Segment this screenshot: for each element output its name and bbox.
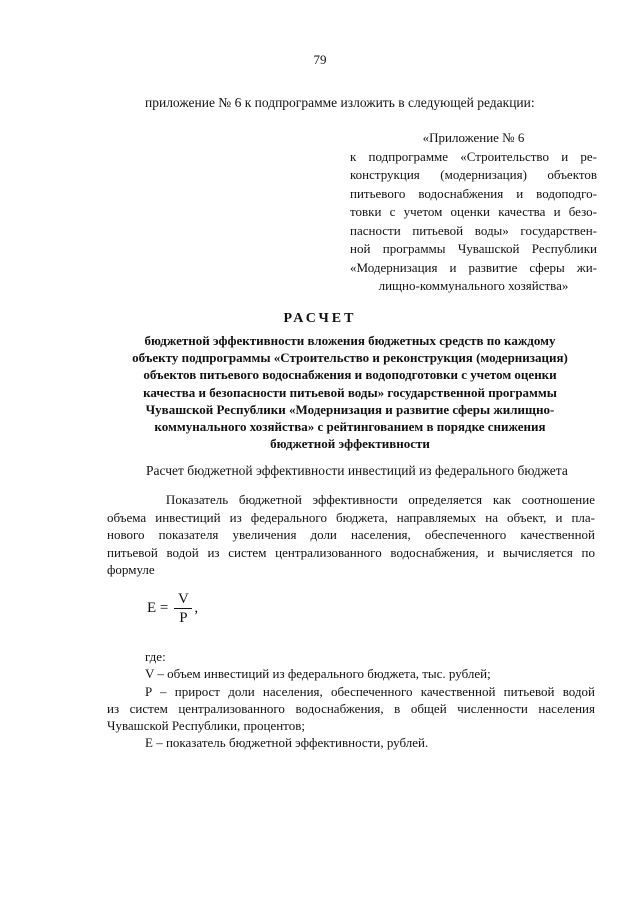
- subtitle-line: бюджетной эффективности: [270, 436, 430, 452]
- appendix-line: лищно-коммунального хозяйства»: [378, 278, 569, 293]
- definitions-block: [107, 648, 595, 752]
- paragraph-line: питьевой водой из систем централизованного водоснабжения, и вычисляется по: [107, 544, 595, 560]
- subtitle-line: объекту подпрограммы «Строительство и реконструкция (модернизация): [132, 350, 568, 366]
- body-paragraph: [107, 491, 595, 579]
- paragraph-line: формуле: [107, 562, 155, 577]
- subtitle-line: коммунального хозяйства» с рейтингованием в порядке снижения: [154, 419, 546, 435]
- document-title: РАСЧЕТ: [283, 311, 357, 326]
- definition-p-line: P – прирост доли населения, обеспеченного качественной питьевой водой: [145, 683, 595, 699]
- paragraph-line: нового показателя увеличения доли населения, обеспеченного качественной: [107, 527, 595, 542]
- subtitle-line: Чувашской Республики «Модернизация и развитие сферы жилищно-: [145, 401, 555, 417]
- formula-denominator: P: [179, 610, 188, 626]
- subtitle-line: бюджетной эффективности вложения бюджетных средств по каждому: [144, 333, 556, 348]
- appendix-line: «Модернизация и развитие сферы жи-: [350, 259, 597, 275]
- definition-v: V – объем инвестиций из федерального бюджета, тыс. рублей;: [145, 666, 491, 682]
- appendix-line: пасности питьевой воды» государствен-: [350, 222, 597, 238]
- formula-fraction: [174, 590, 192, 627]
- formula-comma: ,: [194, 600, 199, 616]
- appendix-line: к подпрограмме «Строительство и ре-: [350, 148, 597, 164]
- paragraph-line: Показатель бюджетной эффективности определяется как соотношение: [107, 492, 595, 507]
- subtitle-line: качества и безопасности питьевой воды» государственной программы: [143, 384, 557, 400]
- subtitle-line: объектов питьевого водоснабжения и водоподготовки с учетом оценки: [143, 367, 557, 383]
- appendix-reference: [350, 129, 597, 296]
- formula-lhs: E =: [147, 600, 169, 616]
- page-number: 79: [313, 52, 327, 67]
- section-heading: Расчет бюджетной эффективности инвестиций из федерального бюджета: [146, 463, 568, 478]
- document-subtitle: [110, 332, 590, 452]
- appendix-line: товки с учетом оценки качества и безо-: [350, 204, 597, 219]
- appendix-line: питьевого водоснабжения и водоподго-: [350, 185, 597, 201]
- formula: [147, 590, 198, 627]
- definition-e: E – показатель бюджетной эффективности, рублей.: [145, 735, 429, 751]
- appendix-line: «Приложение № 6: [422, 130, 525, 145]
- appendix-line: ной программы Чувашской Республики: [350, 241, 597, 256]
- paragraph-line: объема инвестиций из федерального бюджета, направляемых на объект, и пла-: [107, 509, 595, 525]
- definition-p-line: из систем централизованного водоснабжения, в общей численности населения: [107, 700, 595, 716]
- formula-numerator: V: [177, 591, 189, 607]
- where-label: где:: [145, 649, 166, 664]
- appendix-line: конструкция (модернизация) объектов: [350, 167, 597, 182]
- intro-text: приложение № 6 к подпрограмме изложить в следующей редакции:: [145, 95, 535, 110]
- definition-p-line: Чувашской Республики, процентов;: [107, 718, 305, 734]
